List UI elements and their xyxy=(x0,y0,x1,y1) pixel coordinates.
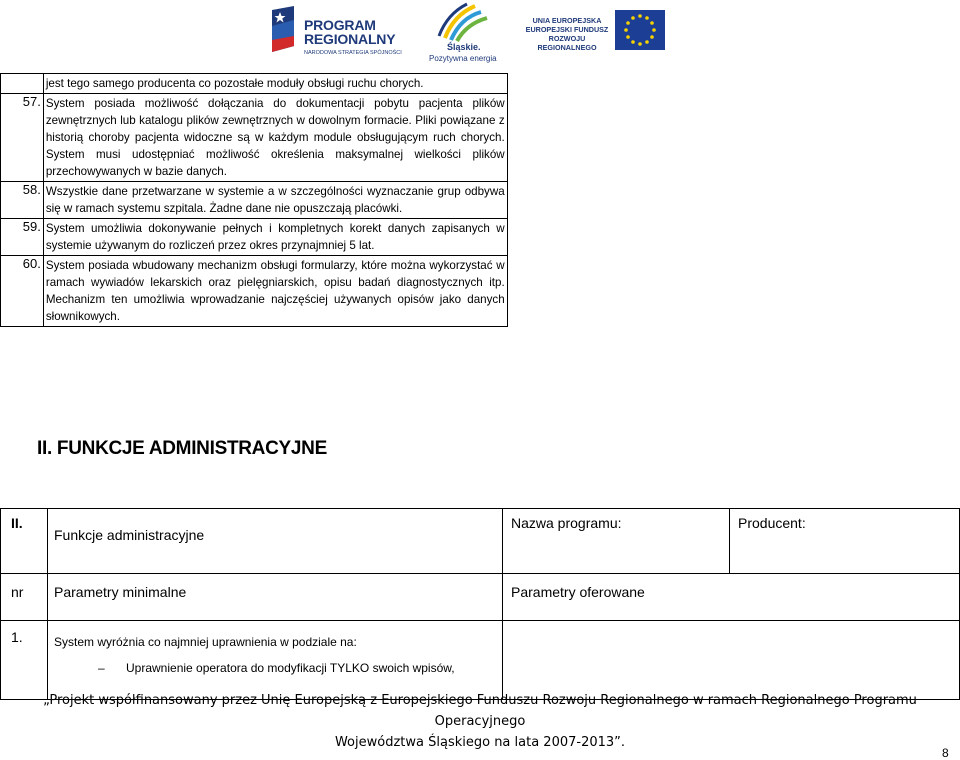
offer-column xyxy=(507,74,960,327)
program-regionalny-flag-icon xyxy=(268,6,298,56)
list-item: – Uprawnienie operatora do modyfikacji TYLKO swoich wpisów, xyxy=(54,661,502,675)
column-minimum-params: Parametry minimalne xyxy=(48,574,503,621)
section-title: II. FUNKCJE ADMINISTRACYJNE xyxy=(37,438,327,460)
slaskie-tagline: Pozytywna energia xyxy=(429,54,497,63)
slaskie-swoosh-icon xyxy=(425,2,495,42)
column-offered-params: Parametry oferowane xyxy=(503,574,960,621)
row-text: System posiada wbudowany mechanizm obsługi formularzy, które można wykorzystać w ramach wywiadów lekarskich oraz pielęgniarskich, opisu badań diagnostycznych itp. Mechanizm ten umożliwia wprowadzanie najczęściej używanych opisów jako danych słownikowych. xyxy=(43,256,507,327)
column-nr: nr xyxy=(1,574,48,621)
row-number: 58. xyxy=(1,182,44,219)
row-number: 57. xyxy=(1,94,44,182)
row-number: 1. xyxy=(1,621,48,700)
section-name: Funkcje administracyjne xyxy=(48,509,503,574)
bullet-dash: – xyxy=(98,661,126,675)
table-row xyxy=(1,621,960,700)
slaskie-logo xyxy=(425,2,495,66)
row-number: 59. xyxy=(1,219,44,256)
requirements-table xyxy=(0,73,960,327)
page-number: 8 xyxy=(942,746,949,760)
row-text: System posiada możliwość dołączania do dokumentacji pobytu pacjenta plików zewnętrznych lub katalogu plików zewnętrznych w dowolnym formacie. Pliki powiązane z historią choroby pacjenta widoczne są w każdym module obsługującym ruch chorych. System musi udostępniać możliwość określenia maksymalnej wielkości plików przechowywanych w bazie danych. xyxy=(43,94,507,182)
table-header-row xyxy=(1,509,960,574)
row-text: System umożliwia dokonywanie pełnych i kompletnych korekt danych zapisanych w systemie używanym do rozliczeń przez okres przynajmniej 5 lat. xyxy=(43,219,507,256)
program-regionalny-logo xyxy=(268,6,408,62)
header-logos xyxy=(0,0,960,70)
footer-line-1: „Projekt współfinansowany przez Unię Europejską z Europejskiego Funduszu Rozwoju Regionalnego w ramach Regionalnego Programu Operacyjnego xyxy=(0,690,960,732)
offer-cell xyxy=(503,621,960,700)
admin-functions-table xyxy=(0,508,960,700)
producer-label: Producent: xyxy=(730,509,960,574)
table-header-row xyxy=(1,574,960,621)
section-number: II. xyxy=(1,509,48,574)
program-name-label: Nazwa programu: xyxy=(503,509,730,574)
program-regionalny-subtitle: NARODOWA STRATEGIA SPÓJNOŚCI xyxy=(304,50,402,56)
table-row xyxy=(1,74,960,94)
row-text: jest tego samego producenta co pozostałe moduły obsługi ruchu chorych. xyxy=(43,74,507,94)
footer xyxy=(0,690,960,753)
footer-line-2: Województwa Śląskiego na lata 2007-2013”. xyxy=(0,732,960,753)
eu-logo xyxy=(523,10,668,56)
row-text: Wszystkie dane przetwarzane w systemie a w szczególności wyznaczanie grup odbywa się w ramach systemu szpitala. Żadne dane nie opuszczają placówki. xyxy=(43,182,507,219)
row-number xyxy=(1,74,44,94)
row-number: 60. xyxy=(1,256,44,327)
program-regionalny-title: PROGRAM REGIONALNY xyxy=(304,18,395,46)
slaskie-name: Śląskie. xyxy=(447,42,481,52)
eu-flag-icon xyxy=(615,10,665,50)
eu-logo-text: UNIA EUROPEJSKA EUROPEJSKI FUNDUSZ ROZWOJU REGIONALNEGO xyxy=(523,16,611,52)
row-text: System wyróżnia co najmniej uprawnienia w podziale na: – Uprawnienie operatora do modyfikacji TYLKO swoich wpisów, xyxy=(48,621,503,700)
